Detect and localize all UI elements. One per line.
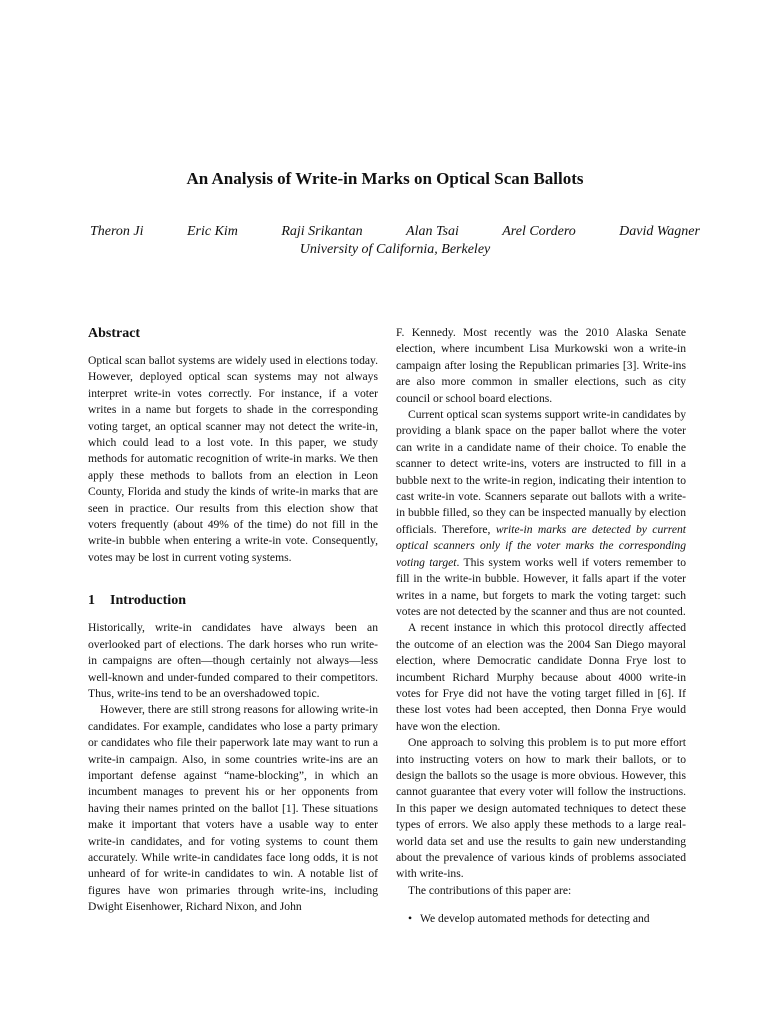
author-name: Theron Ji bbox=[90, 224, 144, 239]
right-column bbox=[396, 325, 686, 928]
list-item bbox=[408, 911, 686, 927]
author-name: Arel Cordero bbox=[502, 224, 576, 239]
intro-paragraph-3 bbox=[396, 407, 686, 620]
section-heading-introduction bbox=[88, 592, 378, 610]
abstract-text: Optical scan ballot systems are widely used in elections today. However, deployed optical scan systems may not always interpret write-in votes correctly. For instance, if a voter writes in a name but forgets to shade in the corresponding voting target, an optical scanner may not detect the write-in, which could lead to a lost vote. In this paper, we study methods for automatic recognition of write-in marks. We then apply these methods to ballots from an election in Leon County, Florida and study the kinds of write-in marks that are seen in practice. Our results from this election show that voters frequently (about 49% of the time) do not fill in the write-in bubble when entering a write-in vote. Consequently, votes may be lost in current voting systems. bbox=[88, 354, 378, 564]
author-name: Eric Kim bbox=[186, 224, 238, 239]
paragraph-text: Current optical scan systems support write-in candidates by providing a blank space on the paper ballot where the voter can write in a candidate name of their choice. To enable the scanner to detect write-ins, voters are instructed to fill in a bubble next to the write-in region, indicating their intention to cast write-in vote. Scanners separate out ballots with a write-in bubble filled, so they can be inspected manually by election officials. Therefore, bbox=[396, 408, 686, 536]
affiliation: University of California, Berkeley bbox=[299, 242, 491, 257]
paragraph-text: . This system works well if voters remember to fill in the write-in bubble. However, it falls apart if the voter writes in a name, but forgets to mark the voting target: such votes are not detected by the scanner and thus are not counted. bbox=[396, 555, 687, 618]
left-column bbox=[88, 325, 378, 916]
author-name: Raji Srikantan bbox=[281, 224, 363, 239]
intro-paragraph-2: However, there are still strong reasons for allowing write-in candidates. For example, candidates who lose a party primary or candidates who file their paperwork late may want to run a write-in campaign. Also, in some countries write-ins are an important defense against “name-blocking”, in which an incumbent manages to prevent his or her opponents from having their names printed on the ballot [1]. These situations make it important that voters have a usable way to enter write-in candidates, and for voting systems to count them accurately. While write-in candidates face long odds, it is not unheard of for write-in candidates to win. A notable list of figures have won primaries through write-ins, including Dwight Eisenhower, Richard Nixon, and John bbox=[88, 703, 378, 914]
intro-paragraph-5: One approach to solving this problem is to put more effort into instructing voters on how to mark their ballots, or to design the ballots so the usage is more obvious. However, this cannot guarantee that every voter will follow the instructions. In this paper we design automated techniques to detect these types of errors. We also apply these methods to a large real-world data set and use the results to gain new understanding about the prevalence of various kinds of problems associated with write-ins. bbox=[396, 736, 686, 881]
abstract-heading: Abstract bbox=[88, 326, 141, 341]
list-item-text: We develop automated methods for detecting and bbox=[420, 912, 650, 926]
contributions-list bbox=[396, 911, 686, 927]
emphasized-text: write-in marks are detected by current optical scanners only if the voter marks the corresponding voting target bbox=[396, 522, 686, 569]
author-name: David Wagner bbox=[619, 224, 700, 239]
paper-title: An Analysis of Write-in Marks on Optical Scan Ballots bbox=[186, 169, 584, 188]
section-title: Introduction bbox=[110, 593, 186, 609]
bullet-icon: • bbox=[408, 912, 413, 926]
author-name: Alan Tsai bbox=[406, 224, 459, 239]
intro-paragraph-4: A recent instance in which this protocol directly affected the outcome of an election was the 2004 San Diego mayoral election, where Democratic candidate Donna Frye lost to incumbent Richard Murphy because about 4000 write-in votes for Frye did not have the voting target filled in [6]. If these lost votes had been accepted, then Donna Frye would have won the election. bbox=[396, 621, 686, 733]
section-number: 1 bbox=[88, 593, 95, 609]
intro-paragraph-2-continued: F. Kennedy. Most recently was the 2010 Alaska Senate election, where incumbent Lisa Murkowski won a write-in campaign after losing the Republican primaries [3]. Write-ins are also more common in smaller elections, such as city council or school board elections. bbox=[396, 326, 686, 405]
intro-paragraph-1: Historically, write-in candidates have always been an overlooked part of elections. The dark horses who run write-in campaigns are often—though certainly not always—less well-known and under-funded compared to their competitors. Thus, write-ins tend to be an overshadowed topic. bbox=[88, 621, 378, 700]
author-list bbox=[90, 224, 700, 240]
intro-paragraph-6: The contributions of this paper are: bbox=[408, 883, 572, 897]
